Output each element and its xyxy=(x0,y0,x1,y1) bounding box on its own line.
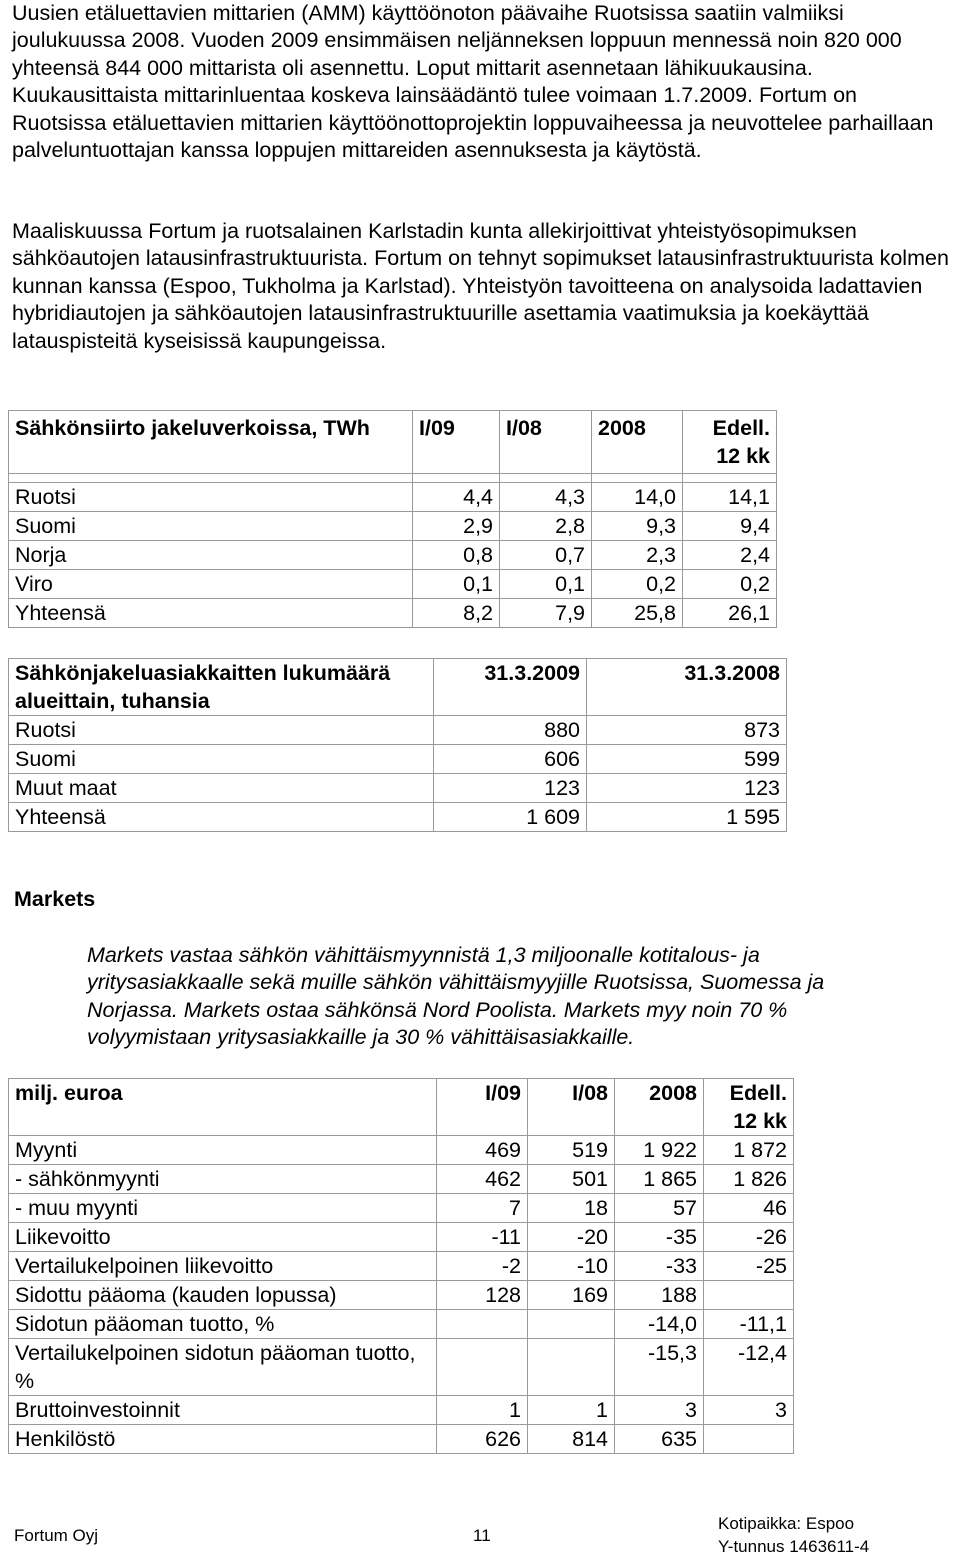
table-cell: 57 xyxy=(615,1194,704,1223)
table-row xyxy=(9,512,777,541)
table-cell: 18 xyxy=(528,1194,615,1223)
table-cell xyxy=(437,1310,528,1339)
table-cell: Suomi xyxy=(9,512,413,541)
footer-business-id: Y-tunnus 1463611-4 xyxy=(718,1537,870,1556)
table-cell: 2,3 xyxy=(592,541,683,570)
table-cell: Liikevoitto xyxy=(9,1223,437,1252)
table-cell: Suomi xyxy=(9,745,434,774)
table-header-cell: 2008 xyxy=(615,1079,704,1136)
table-cell: -10 xyxy=(528,1252,615,1281)
table-cell: 7,9 xyxy=(500,599,592,628)
table-cell: 46 xyxy=(704,1194,794,1223)
table-cell: 3 xyxy=(704,1396,794,1425)
table-row xyxy=(9,716,787,745)
table-cell: Yhteensä xyxy=(9,599,413,628)
table-cell xyxy=(704,1425,794,1454)
table-cell: 1 872 xyxy=(704,1136,794,1165)
table-cell: 0,1 xyxy=(413,570,500,599)
table-row xyxy=(9,745,787,774)
table-header-row xyxy=(9,659,787,716)
markets-financials-table xyxy=(8,1078,794,1454)
table-cell: Norja xyxy=(9,541,413,570)
table-row xyxy=(9,1425,794,1454)
table-row xyxy=(9,1136,794,1165)
table-cell: -33 xyxy=(615,1252,704,1281)
distribution-volume-table xyxy=(8,410,777,628)
table-cell: Vertailukelpoinen liikevoitto xyxy=(9,1252,437,1281)
table-cell: 2,9 xyxy=(413,512,500,541)
table-cell: 1 865 xyxy=(615,1165,704,1194)
table-header-cell: 31.3.2009 xyxy=(434,659,587,716)
table-row xyxy=(9,1281,794,1310)
table-cell: 2,8 xyxy=(500,512,592,541)
table-cell xyxy=(528,1310,615,1339)
table-header-cell: Edell. 12 kk xyxy=(683,411,777,474)
table-cell: 599 xyxy=(587,745,787,774)
table-cell: 0,1 xyxy=(500,570,592,599)
table-cell: 4,3 xyxy=(500,483,592,512)
table-cell: Sidottu pääoma (kauden lopussa) xyxy=(9,1281,437,1310)
table-header-cell: 31.3.2008 xyxy=(587,659,787,716)
table-row xyxy=(9,483,777,512)
table-cell: Myynti xyxy=(9,1136,437,1165)
table-cell: -15,3 xyxy=(615,1339,704,1396)
table-header-cell: I/08 xyxy=(528,1079,615,1136)
table-header-cell: I/08 xyxy=(500,411,592,474)
table-cell: 1 595 xyxy=(587,803,787,832)
table-cell: 3 xyxy=(615,1396,704,1425)
table-header-cell: I/09 xyxy=(413,411,500,474)
table-cell: -14,0 xyxy=(615,1310,704,1339)
table-cell: 0,7 xyxy=(500,541,592,570)
footer-company-info xyxy=(718,1512,869,1558)
charging-paragraph: Maaliskuussa Fortum ja ruotsalainen Karlstadin kunta allekirjoittivat yhteistyösopimuksen sähköautojen latausinfrastruktuurista. Fortum on tehnyt sopimukset latausinfrastruktuurista kolmen kunnan kanssa (Espoo, Tukholma ja Karlstad). Yhteistyön tavoitteena on analysoida ladattavien hybridiautojen ja sähköautojen latausinfrastruktuurille asettamia vaatimuksia ja koekäyttää latauspisteitä kyseisissä kaupungeissa. xyxy=(12,219,949,353)
table-cell xyxy=(437,1339,528,1396)
table-cell: 1 922 xyxy=(615,1136,704,1165)
table-cell: 2,4 xyxy=(683,541,777,570)
table-cell: 873 xyxy=(587,716,787,745)
table-header-row xyxy=(9,1079,794,1136)
table-cell: 9,4 xyxy=(683,512,777,541)
table-header-cell: 2008 xyxy=(592,411,683,474)
table-cell: - sähkönmyynti xyxy=(9,1165,437,1194)
customer-count-table xyxy=(8,658,787,832)
table-row xyxy=(9,1165,794,1194)
table-cell: - muu myynti xyxy=(9,1194,437,1223)
table-cell: 880 xyxy=(434,716,587,745)
table-cell: 626 xyxy=(437,1425,528,1454)
table-row xyxy=(9,599,777,628)
table-cell: Muut maat xyxy=(9,774,434,803)
table-cell: 1 609 xyxy=(434,803,587,832)
table-cell: 8,2 xyxy=(413,599,500,628)
table-cell: -12,4 xyxy=(704,1339,794,1396)
table-cell: Yhteensä xyxy=(9,803,434,832)
table-cell: -26 xyxy=(704,1223,794,1252)
table-cell: 1 xyxy=(437,1396,528,1425)
table-row xyxy=(9,803,787,832)
table-cell: -2 xyxy=(437,1252,528,1281)
table-row xyxy=(9,1310,794,1339)
table-cell: 25,8 xyxy=(592,599,683,628)
table-cell: 501 xyxy=(528,1165,615,1194)
table-row xyxy=(9,541,777,570)
table-cell: -20 xyxy=(528,1223,615,1252)
markets-heading: Markets xyxy=(14,887,96,911)
table-cell: 814 xyxy=(528,1425,615,1454)
markets-paragraph: Markets vastaa sähkön vähittäismyynnistä 1,3 miljoonalle kotitalous- ja yritysasiakkaalle sekä muille sähkön vähittäismyyjille Ruotsissa, Suomessa ja Norjassa. Markets ostaa sähkönsä Nord Poolista. Markets myy noin 70 % volyymistaan yritysasiakkaille ja 30 % vähittäisasiakkaille. xyxy=(87,943,825,1050)
table-row xyxy=(9,1339,794,1396)
table-cell: -11,1 xyxy=(704,1310,794,1339)
table-row xyxy=(9,774,787,803)
table-cell: 26,1 xyxy=(683,599,777,628)
table-cell: 14,1 xyxy=(683,483,777,512)
intro-paragraph: Uusien etäluettavien mittarien (AMM) käyttöönoton päävaihe Ruotsissa saatiin valmiiksi joulukuussa 2008. Vuoden 2009 ensimmäisen neljänneksen loppuun mennessä noin 820 000 yhteensä 844 000 mittarista oli asennettu. Loput mittarit asennetaan lähikuukausina. Kuukausittaista mittarinluentaa koskeva lainsäädäntö tulee voimaan 1.7.2009. Fortum on Ruotsissa etäluettavien mittarien käyttöönottoprojektin loppuvaiheessa ja neuvottelee parhaillaan palveluntuottajan kanssa loppujen mittareiden asennuksesta ja käytöstä. xyxy=(12,1,934,163)
table-cell: 9,3 xyxy=(592,512,683,541)
table-cell: -25 xyxy=(704,1252,794,1281)
table-cell: Vertailukelpoinen sidotun pääoman tuotto, % xyxy=(9,1339,437,1396)
table-row xyxy=(9,1194,794,1223)
table-row xyxy=(9,570,777,599)
table-cell: -11 xyxy=(437,1223,528,1252)
table-cell: 519 xyxy=(528,1136,615,1165)
table-cell: 469 xyxy=(437,1136,528,1165)
table-cell: Viro xyxy=(9,570,413,599)
table-row xyxy=(9,1396,794,1425)
table-cell: 169 xyxy=(528,1281,615,1310)
table-cell: 14,0 xyxy=(592,483,683,512)
table-cell: 606 xyxy=(434,745,587,774)
table-cell: 0,8 xyxy=(413,541,500,570)
table-cell: 188 xyxy=(615,1281,704,1310)
table-cell: 0,2 xyxy=(592,570,683,599)
footer-company: Fortum Oyj xyxy=(14,1526,99,1545)
table-header-cell: Sähkönsiirto jakeluverkoissa, TWh xyxy=(9,411,413,474)
table-row xyxy=(9,1223,794,1252)
table-cell: 462 xyxy=(437,1165,528,1194)
table-cell: 128 xyxy=(437,1281,528,1310)
table-cell: 123 xyxy=(587,774,787,803)
table-cell: Ruotsi xyxy=(9,716,434,745)
table-header-cell: milj. euroa xyxy=(9,1079,437,1136)
table-header-cell: I/09 xyxy=(437,1079,528,1136)
table-cell xyxy=(528,1339,615,1396)
table-header-cell: Sähkönjakeluasiakkaitten lukumäärä alueittain, tuhansia xyxy=(9,659,434,716)
table-cell: Ruotsi xyxy=(9,483,413,512)
table-row xyxy=(9,1252,794,1281)
page-number: 11 xyxy=(473,1526,491,1545)
table-cell: Henkilöstö xyxy=(9,1425,437,1454)
table-cell: 1 xyxy=(528,1396,615,1425)
table-cell: -35 xyxy=(615,1223,704,1252)
table-cell xyxy=(704,1281,794,1310)
table-cell: 635 xyxy=(615,1425,704,1454)
table-cell: Bruttoinvestoinnit xyxy=(9,1396,437,1425)
table-header-row xyxy=(9,411,777,474)
table-cell: 0,2 xyxy=(683,570,777,599)
table-cell: 123 xyxy=(434,774,587,803)
table-cell: 7 xyxy=(437,1194,528,1223)
table-cell: Sidotun pääoman tuotto, % xyxy=(9,1310,437,1339)
table-cell: 4,4 xyxy=(413,483,500,512)
table-header-cell: Edell. 12 kk xyxy=(704,1079,794,1136)
footer-domicile: Kotipaikka: Espoo xyxy=(718,1514,855,1533)
table-cell: 1 826 xyxy=(704,1165,794,1194)
